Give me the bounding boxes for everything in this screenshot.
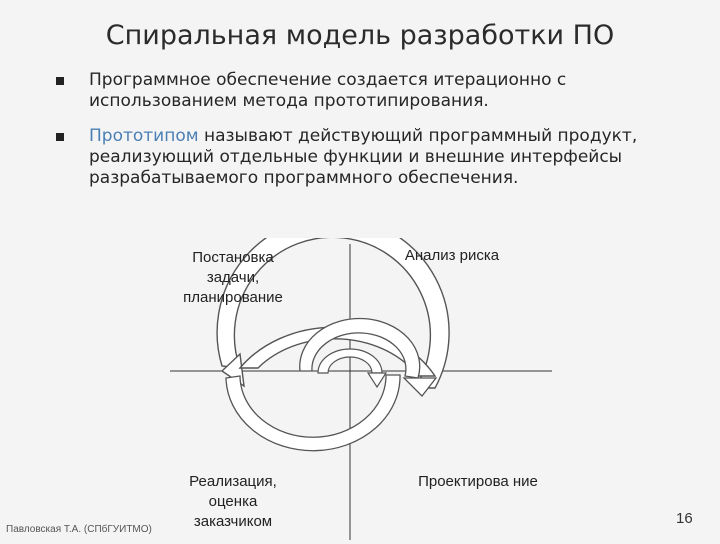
bullet-item [52,126,652,189]
spiral-band-lower [226,375,400,451]
footer-author: Павловская Т.А. (СПбГУИТМО) [6,524,152,535]
bullet-list [52,70,652,203]
bullet-item [52,70,652,112]
spiral-diagram [160,238,560,540]
bullet-text: Программное обеспечение создается итерационно с использованием метода прототипирования. [89,70,567,111]
label-design: Проектирова ние [418,473,538,490]
label-risk-analysis: Анализ риска [404,247,500,264]
slide-title: Спиральная модель разработки ПО [105,20,615,51]
label-implementation: Реализация, оценка заказчиком [189,473,277,530]
highlighted-term: Прототипом [89,126,199,146]
spiral-band-inner [318,349,386,387]
label-planning: Постановка задачи, планирование [183,249,283,306]
page-number: 16 [676,510,693,527]
bullet-text: называют действующий программный продукт, реализующий отдельные функции и внешние интерфейсы разрабатываемого программного обеспечения. [89,126,638,188]
square-bullet-icon [56,77,64,85]
square-bullet-icon [56,133,64,141]
